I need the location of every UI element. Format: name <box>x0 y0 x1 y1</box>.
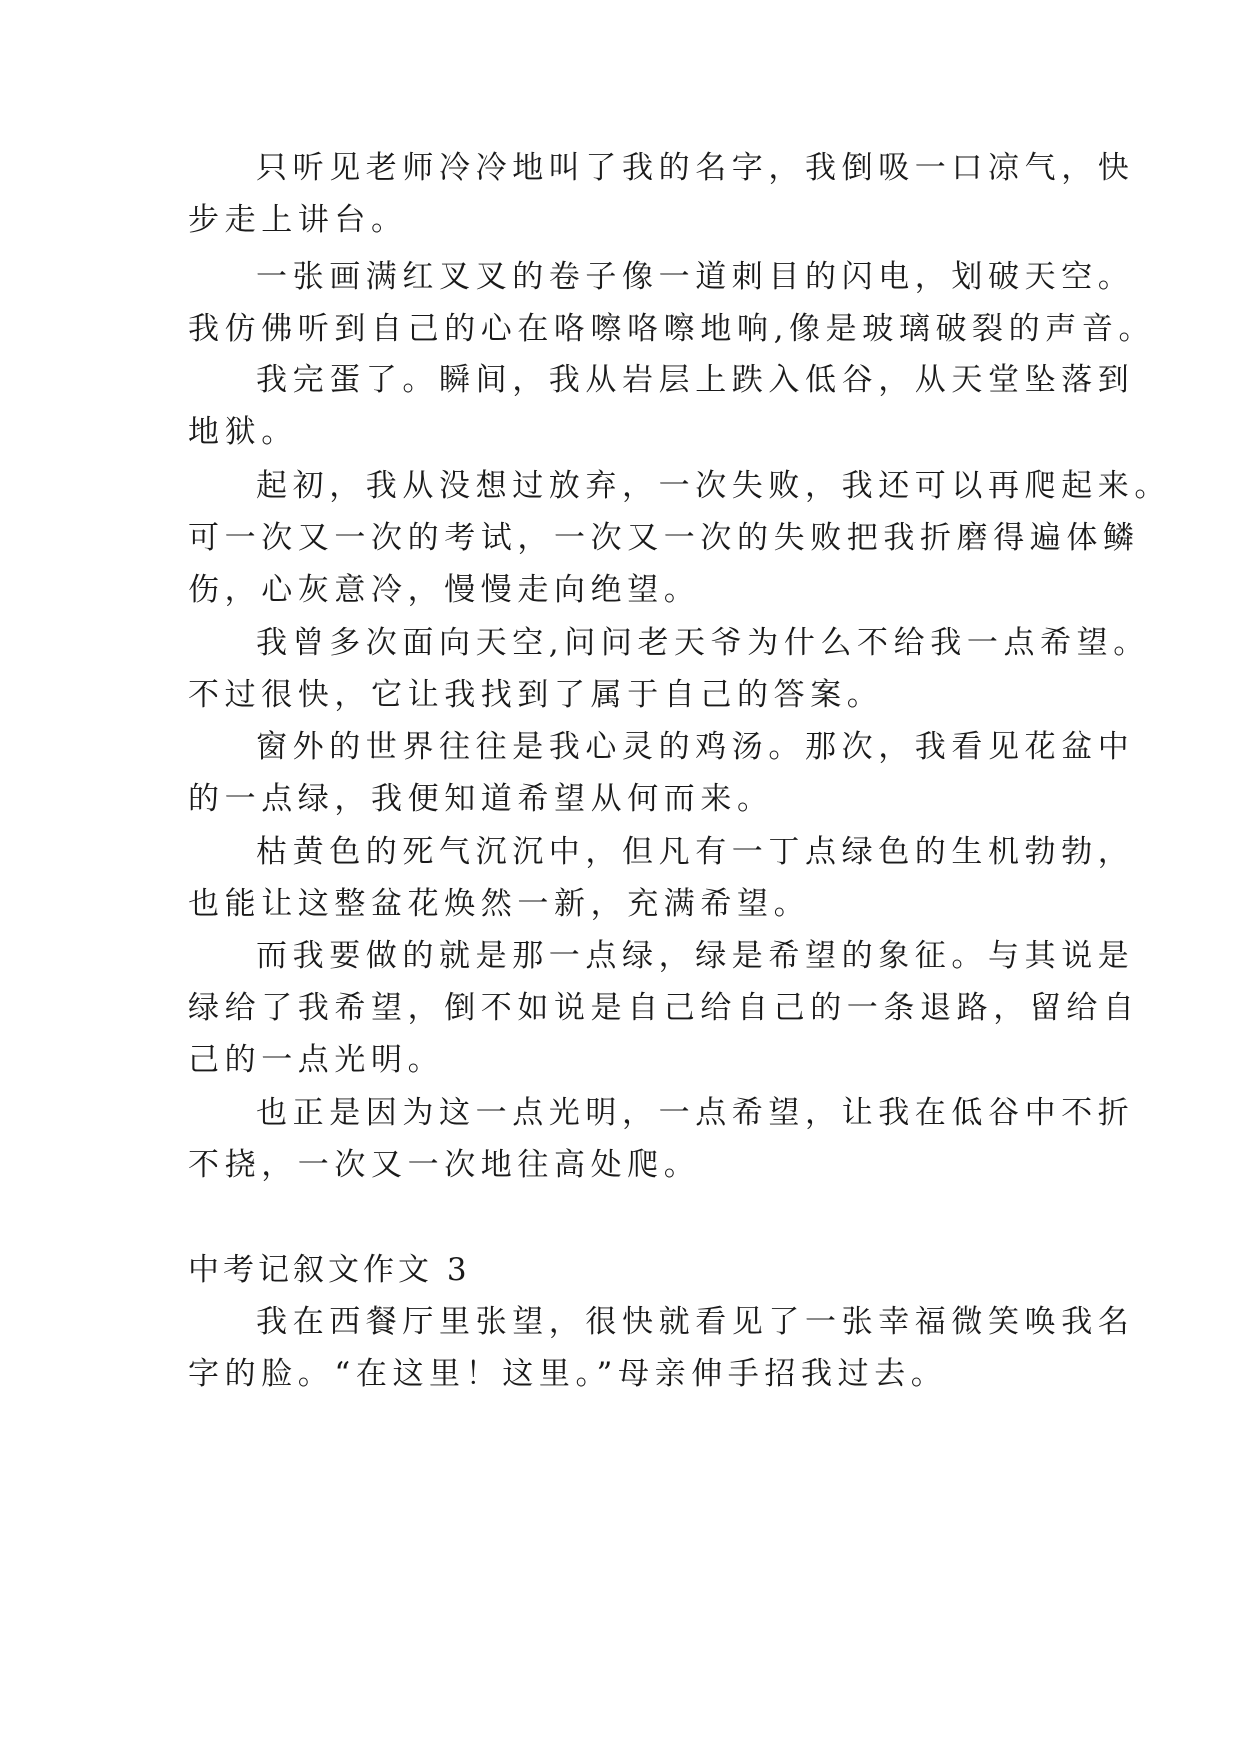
text-line: 不过很快，它让我找到了属于自己的答案。 <box>188 677 884 713</box>
text-line: 字的脸。“在这里！这里。”母亲伸手招我过去。 <box>188 1356 948 1392</box>
text-line: 窗外的世界往往是我心灵的鸡汤。那次，我看见花盆中 <box>256 729 1135 765</box>
text-line: 我在西餐厅里张望，很快就看见了一张幸福微笑唤我名 <box>256 1304 1135 1340</box>
text-line: 也能让这整盆花焕然一新，充满希望。 <box>188 886 811 922</box>
text-line: 而我要做的就是那一点绿，绿是希望的象征。与其说是 <box>256 938 1135 974</box>
text-line: 可一次又一次的考试，一次又一次的失败把我折磨得遍体鳞 <box>188 520 1140 556</box>
text-line: 绿给了我希望，倒不如说是自己给自己的一条退路，留给自 <box>188 990 1140 1026</box>
text-line: 伤，心灰意冷，慢慢走向绝望。 <box>188 572 701 608</box>
section-heading: 中考记叙文作文 3 <box>188 1252 471 1288</box>
text-line: 不挠，一次又一次地往高处爬。 <box>188 1147 701 1183</box>
text-line: 起初，我从没想过放弃，一次失败，我还可以再爬起来。 <box>256 468 1171 504</box>
text-line: 己的一点光明。 <box>188 1042 445 1078</box>
text-line: 只听见老师冷冷地叫了我的名字，我倒吸一口凉气，快 <box>256 150 1135 186</box>
text-line: 我曾多次面向天空,问问老天爷为什么不给我一点希望。 <box>256 625 1150 661</box>
text-line: 枯黄色的死气沉沉中，但凡有一丁点绿色的生机勃勃， <box>256 834 1135 870</box>
text-line: 也正是因为这一点光明，一点希望，让我在低谷中不折 <box>256 1095 1135 1131</box>
text-line: 我完蛋了。瞬间，我从岩层上跌入低谷，从天堂坠落到 <box>256 362 1135 398</box>
text-line: 步走上讲台。 <box>188 202 408 238</box>
text-line: 一张画满红叉叉的卷子像一道刺目的闪电，划破天空。 <box>256 259 1135 295</box>
text-line: 地狱。 <box>188 414 298 450</box>
text-line: 我仿佛听到自己的心在咯嚓咯嚓地响,像是玻璃破裂的声音。 <box>188 311 1156 347</box>
text-line: 的一点绿，我便知道希望从何而来。 <box>188 781 774 817</box>
